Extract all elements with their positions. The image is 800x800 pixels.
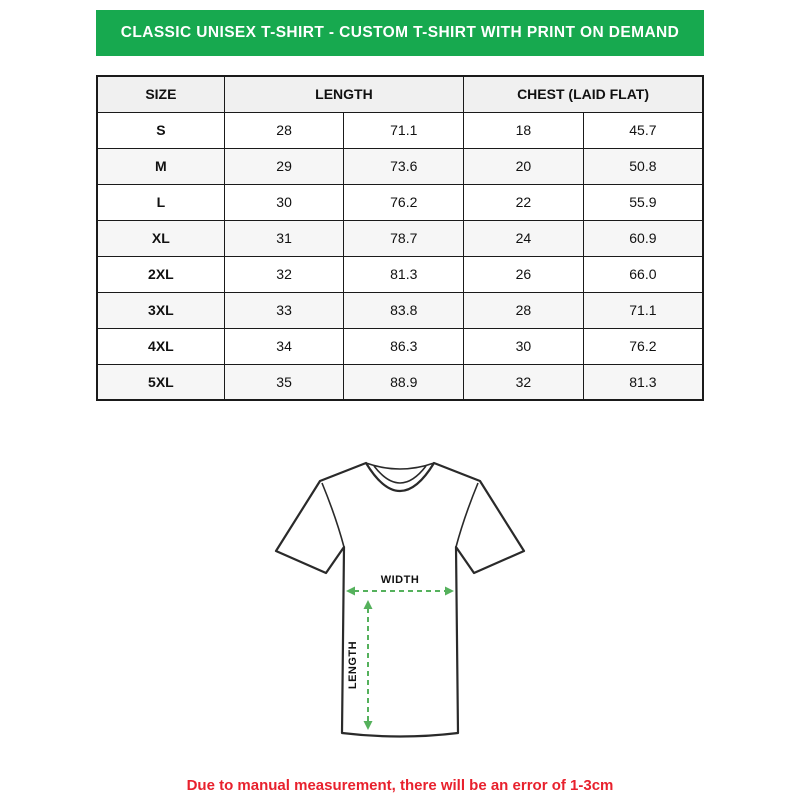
cell-length-cm: 83.8 [344, 292, 464, 328]
cell-length-in: 33 [224, 292, 344, 328]
table-header-row [97, 76, 703, 112]
table-row [97, 256, 703, 292]
measurement-note: Due to manual measurement, there will be an error of 1-3cm [186, 777, 614, 794]
tshirt-diagram [96, 443, 704, 753]
cell-chest-in: 32 [464, 364, 584, 400]
cell-chest-cm: 71.1 [583, 292, 703, 328]
cell-size: 3XL [97, 292, 224, 328]
cell-chest-in: 22 [464, 184, 584, 220]
table-row [97, 148, 703, 184]
cell-chest-cm: 50.8 [583, 148, 703, 184]
cell-chest-in: 30 [464, 328, 584, 364]
cell-length-cm: 88.9 [344, 364, 464, 400]
content [96, 10, 704, 794]
tshirt-outline [276, 463, 524, 737]
length-label: LENGTH [347, 640, 359, 690]
cell-length-cm: 71.1 [344, 112, 464, 148]
table-row [97, 364, 703, 400]
cell-chest-cm: 45.7 [583, 112, 703, 148]
table-row [97, 184, 703, 220]
cell-chest-cm: 55.9 [583, 184, 703, 220]
cell-size: L [97, 184, 224, 220]
page-title-banner [96, 10, 704, 56]
cell-length-in: 28 [224, 112, 344, 148]
cell-chest-cm: 66.0 [583, 256, 703, 292]
cell-length-in: 30 [224, 184, 344, 220]
cell-chest-cm: 81.3 [583, 364, 703, 400]
cell-size: 2XL [97, 256, 224, 292]
cell-length-in: 32 [224, 256, 344, 292]
cell-chest-cm: 76.2 [583, 328, 703, 364]
cell-size: 4XL [97, 328, 224, 364]
cell-size: S [97, 112, 224, 148]
cell-length-cm: 76.2 [344, 184, 464, 220]
cell-chest-in: 28 [464, 292, 584, 328]
cell-length-in: 31 [224, 220, 344, 256]
cell-size: 5XL [97, 364, 224, 400]
table-row [97, 112, 703, 148]
col-header-length: LENGTH [224, 76, 463, 112]
table-row [97, 328, 703, 364]
page-title: CLASSIC UNISEX T-SHIRT - CUSTOM T-SHIRT WITH PRINT ON DEMAND [120, 24, 680, 41]
tshirt-illustration [250, 443, 550, 753]
table-body [97, 112, 703, 400]
cell-length-cm: 73.6 [344, 148, 464, 184]
cell-length-cm: 78.7 [344, 220, 464, 256]
size-chart-table [96, 75, 704, 401]
col-header-chest: CHEST (LAID FLAT) [464, 76, 703, 112]
col-header-size: SIZE [97, 76, 224, 112]
table-row [97, 220, 703, 256]
cell-length-in: 34 [224, 328, 344, 364]
cell-length-cm: 86.3 [344, 328, 464, 364]
cell-length-in: 29 [224, 148, 344, 184]
table-row [97, 292, 703, 328]
cell-chest-in: 18 [464, 112, 584, 148]
cell-chest-in: 20 [464, 148, 584, 184]
cell-chest-in: 24 [464, 220, 584, 256]
cell-chest-cm: 60.9 [583, 220, 703, 256]
cell-chest-in: 26 [464, 256, 584, 292]
cell-size: M [97, 148, 224, 184]
cell-length-cm: 81.3 [344, 256, 464, 292]
cell-size: XL [97, 220, 224, 256]
width-label: WIDTH [380, 574, 420, 586]
cell-length-in: 35 [224, 364, 344, 400]
